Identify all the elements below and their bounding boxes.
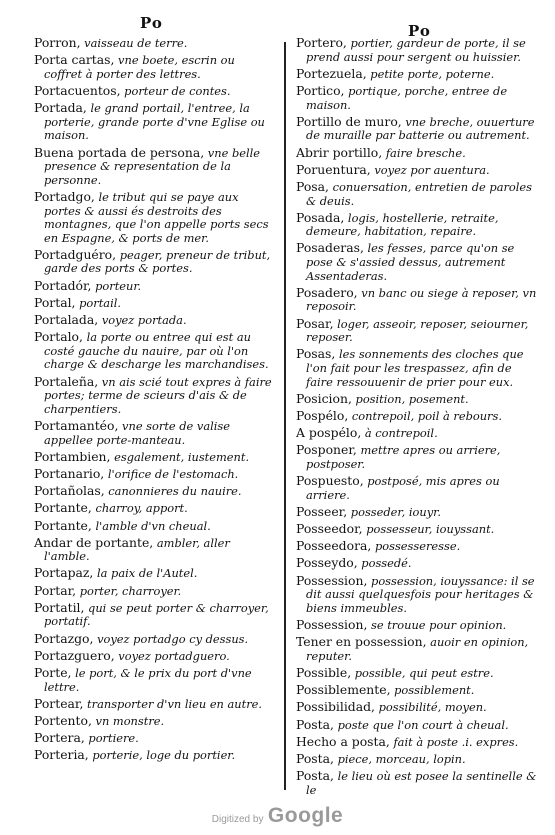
entry-definition: possibilité, moyen. <box>374 700 487 715</box>
entry-definition: possible, qui peut estre. <box>351 666 494 680</box>
entry-headword: Posseer, <box>296 503 348 519</box>
dictionary-entry <box>296 635 540 663</box>
dictionary-entry <box>34 584 272 599</box>
entry-definition: petite porte, poterne. <box>366 66 495 81</box>
dictionary-entry <box>296 163 540 178</box>
entry-definition: poste que l'on court à cheual. <box>333 717 509 732</box>
dictionary-entry <box>34 467 272 482</box>
entry-headword: Portante, <box>34 500 92 516</box>
entry-headword: Abrir portillo, <box>296 144 383 160</box>
entry-headword: Possible, <box>296 665 352 680</box>
dictionary-entry <box>296 683 540 698</box>
dictionary-entry <box>34 601 272 629</box>
entry-definition: mettre apres ou arriere, postposer. <box>306 443 501 471</box>
dictionary-entry <box>296 769 540 797</box>
entry-definition: le tribut qui se paye aux portes & aussi és destroits des montagnes, que l'on appelle ports secs en Espagne, & ports de mer. <box>44 189 269 245</box>
dictionary-entry <box>296 392 540 407</box>
dictionary-entry <box>34 450 272 465</box>
entry-headword: Porteria, <box>34 747 89 763</box>
entry-definition: les fesses, parce qu'on se pose & s'assied dessus, autrement Assentaderas. <box>306 241 515 283</box>
entry-headword: Possibilidad, <box>296 699 375 715</box>
dictionary-entry <box>34 519 272 534</box>
digitization-footer <box>0 804 555 828</box>
dictionary-entry <box>296 180 540 208</box>
dictionary-entry <box>34 632 272 647</box>
entry-headword: Porte, <box>34 665 72 680</box>
dictionary-entry <box>34 501 272 516</box>
dictionary-entry <box>34 146 272 188</box>
entry-definition: porterie, loge du portier. <box>88 748 236 763</box>
entry-headword: Portento, <box>34 712 92 728</box>
entry-headword: Posta, <box>296 768 334 784</box>
entry-definition: peager, preneur de tribut, garde des ports & portes. <box>44 247 271 276</box>
column-divider <box>284 42 286 790</box>
entry-definition: la porte ou entree qui est au costé gauche du nauire, par où l'on charge & descharge les marchandises. <box>44 330 269 372</box>
entry-headword: Portatil, <box>34 599 85 615</box>
dictionary-entry <box>296 241 540 283</box>
entry-definition: vne belle presence & representation de la personne. <box>44 145 261 187</box>
dictionary-entry <box>296 735 540 750</box>
entry-headword: Pospuesto, <box>296 473 364 489</box>
entry-headword: Tener en possession, <box>296 634 427 650</box>
entry-definition: possesseur, iouyssant. <box>362 522 495 537</box>
entry-headword: Posicion, <box>296 390 352 406</box>
entry-definition: porteur. <box>91 278 142 293</box>
dictionary-entry <box>34 296 272 311</box>
entry-definition: porteur de contes. <box>120 83 231 98</box>
entry-definition: portiere. <box>84 731 139 746</box>
dictionary-entry <box>296 36 540 64</box>
entry-headword: Portero, <box>296 35 347 50</box>
entry-definition: vne boete, escrin ou coffret à porter des lettres. <box>44 53 235 81</box>
entry-headword: Portalada, <box>34 312 99 328</box>
dictionary-page <box>34 14 544 804</box>
entry-headword: Portambien, <box>34 448 111 464</box>
entry-definition: conuersation, entretien de paroles & deuis. <box>306 179 533 208</box>
dictionary-entry <box>34 36 272 51</box>
entry-headword: Portante, <box>34 517 92 533</box>
dictionary-entry <box>296 286 540 314</box>
entry-headword: Posta, <box>296 750 334 766</box>
entry-definition: possession, iouyssance: il se dit aussi quelquesfois pour heritages & biens immeubles. <box>306 573 535 615</box>
entry-headword: Portalo, <box>34 329 83 345</box>
entry-definition: canonnieres du nauire. <box>104 484 242 499</box>
dictionary-entry <box>34 419 272 447</box>
dictionary-entry <box>34 84 272 99</box>
dictionary-entry <box>34 248 272 276</box>
entry-definition: voyez por auentura. <box>370 162 490 177</box>
dictionary-entry <box>296 115 540 143</box>
entry-headword: Portadguéro, <box>34 246 117 262</box>
dictionary-entry <box>296 522 540 537</box>
entry-definition: position, posement. <box>351 391 469 406</box>
dictionary-entry <box>296 347 540 389</box>
entry-definition: voyez portadgo cy dessus. <box>93 631 249 646</box>
dictionary-entry <box>34 313 272 328</box>
entry-definition: le grand portail, l'entree, la porterie, grande porte d'vne Eglise ou maison. <box>44 101 265 143</box>
entry-headword: Posadero, <box>296 284 358 300</box>
entry-definition: possedé. <box>357 556 412 571</box>
entry-headword: Posada, <box>296 209 345 225</box>
entry-definition: logis, hostellerie, retraite, demeure, habitation, repaire. <box>306 210 499 239</box>
dictionary-entry <box>34 53 272 81</box>
left-column <box>34 36 272 766</box>
entry-definition: les sonnements des cloches que l'on fait pour les trespassez, afin de faire ressouuenir de prier pour eux. <box>306 347 524 389</box>
dictionary-entry <box>296 409 540 424</box>
dictionary-entry <box>34 536 272 564</box>
entry-headword: Posaderas, <box>296 240 364 256</box>
entry-headword: Porta cartas, <box>34 52 115 68</box>
entry-definition: porter, charroyer. <box>76 583 182 598</box>
entry-definition: le port, & le prix du port d'vne lettre. <box>44 666 252 694</box>
entry-headword: Portillo de muro, <box>296 113 402 129</box>
dictionary-entry <box>296 505 540 520</box>
entry-definition: auoir en opinion, reputer. <box>306 635 529 663</box>
dictionary-entry <box>34 697 272 712</box>
google-logo: Google <box>267 804 344 827</box>
right-column <box>296 36 540 800</box>
entry-headword: Posseydo, <box>296 555 358 571</box>
entry-headword: Portazgo, <box>34 630 94 646</box>
entry-headword: Posponer, <box>296 442 357 458</box>
entry-definition: possiblement. <box>390 683 475 698</box>
entry-definition: posseder, iouyr. <box>347 504 441 519</box>
entry-definition: transporter d'vn lieu en autre. <box>83 696 263 711</box>
entry-headword: Pospélo, <box>296 407 349 423</box>
entry-definition: l'orifice de l'estomach. <box>104 466 239 481</box>
entry-headword: Portañolas, <box>34 483 105 499</box>
dictionary-entry <box>34 731 272 746</box>
entry-headword: Possession, <box>296 572 368 588</box>
entry-definition: piece, morceau, lopin. <box>333 751 466 766</box>
entry-headword: A pospélo, <box>296 425 362 441</box>
entry-definition: portique, porche, entree de maison. <box>306 83 508 112</box>
entry-definition: postposé, mis apres ou arriere. <box>306 474 500 502</box>
entry-headword: Posseedora, <box>296 538 372 554</box>
entry-definition: la paix de l'Autel. <box>93 566 198 581</box>
entry-definition: se trouue pour opinion. <box>367 618 507 633</box>
dictionary-entry <box>296 474 540 502</box>
entry-definition: voyez portadguero. <box>114 648 230 663</box>
entry-headword: Portal, <box>34 294 76 310</box>
entry-definition: à contrepoil. <box>361 426 438 441</box>
entry-definition: vne breche, ouuerture de muraille par batterie ou autrement. <box>306 114 535 143</box>
dictionary-entry <box>296 556 540 571</box>
entry-definition: faire bresche. <box>382 145 466 160</box>
entry-definition: charroy, apport. <box>91 501 188 516</box>
entry-definition: qui se peut porter & charroyer, portatif. <box>44 600 269 629</box>
entry-definition: vn ais scié tout expres à faire portes; terme de scieurs d'ais & de charpentiers. <box>44 374 272 416</box>
dictionary-entry <box>296 317 540 345</box>
entry-headword: Portapaz, <box>34 565 94 581</box>
dictionary-entry <box>296 84 540 112</box>
entry-headword: Portadgo, <box>34 188 95 204</box>
entry-headword: Portadór, <box>34 277 92 293</box>
entry-headword: Portaleña, <box>34 373 99 389</box>
dictionary-entry <box>34 748 272 763</box>
dictionary-entry <box>296 718 540 733</box>
entry-headword: Portacuentos, <box>34 82 121 98</box>
entry-definition: vne sorte de valise appellee porte-manteau. <box>44 418 231 447</box>
dictionary-entry <box>296 67 540 82</box>
entry-definition: portail. <box>75 295 121 310</box>
entry-headword: Portanario, <box>34 465 105 481</box>
dictionary-entry <box>34 714 272 729</box>
dictionary-entry <box>34 649 272 664</box>
entry-headword: Portico, <box>296 82 345 98</box>
entry-headword: Posseedor, <box>296 521 363 537</box>
entry-headword: Andar de portante, <box>34 534 154 550</box>
dictionary-entry <box>296 426 540 441</box>
entry-definition: loger, asseoir, reposer, seiourner, reposer. <box>306 316 529 345</box>
dictionary-entry <box>34 101 272 143</box>
entry-headword: Portezuela, <box>296 65 367 81</box>
entry-headword: Portera, <box>34 730 85 746</box>
entry-headword: Buena portada de persona, <box>34 144 205 160</box>
entry-headword: Possiblemente, <box>296 682 391 698</box>
dictionary-entry <box>34 279 272 294</box>
entry-headword: Posas, <box>296 346 336 362</box>
dictionary-entry <box>296 752 540 767</box>
entry-definition: vn banc ou siege à reposer, vn reposoir. <box>306 285 537 314</box>
entry-definition: contrepoil, poil à rebours. <box>348 408 502 423</box>
entry-definition: le lieu où est posee la sentinelle & le <box>306 769 537 797</box>
entry-definition: vn monstre. <box>91 713 165 728</box>
running-head-left: Po <box>140 14 163 32</box>
dictionary-entry <box>34 666 272 694</box>
entry-headword: Posta, <box>296 716 334 732</box>
entry-definition: esgalement, iustement. <box>110 449 250 464</box>
dictionary-entry <box>34 484 272 499</box>
dictionary-entry <box>34 330 272 372</box>
dictionary-entry <box>296 574 540 616</box>
entry-headword: Poruentura, <box>296 161 371 177</box>
dictionary-entry <box>296 700 540 715</box>
entry-headword: Posar, <box>296 315 334 331</box>
entry-headword: Portear, <box>34 695 84 711</box>
entry-headword: Possession, <box>296 617 368 633</box>
dictionary-entry <box>34 190 272 245</box>
entry-definition: fait à poste .i. expres. <box>389 734 519 749</box>
dictionary-entry <box>34 375 272 417</box>
entry-headword: Hecho a posta, <box>296 733 390 749</box>
entry-headword: Portamantéo, <box>34 417 119 433</box>
entry-definition: voyez portada. <box>98 313 187 328</box>
entry-headword: Portar, <box>34 582 77 598</box>
entry-definition: l'amble d'vn cheual. <box>91 518 211 533</box>
entry-definition: ambler, aller l'amble. <box>44 535 230 564</box>
dictionary-entry <box>296 443 540 471</box>
dictionary-entry <box>296 666 540 681</box>
entry-headword: Posa, <box>296 178 329 194</box>
entry-definition: portier, gardeur de porte, il se prend aussi pour sergent ou huissier. <box>306 36 526 64</box>
entry-headword: Portada, <box>34 100 87 116</box>
running-head-right: Po <box>408 22 431 40</box>
entry-definition: possesseresse. <box>371 539 461 554</box>
entry-definition: vaisseau de terre. <box>80 36 188 50</box>
dictionary-entry <box>34 566 272 581</box>
digitized-by-text: Digitized by <box>211 814 264 825</box>
dictionary-entry <box>296 146 540 161</box>
entry-headword: Porron, <box>34 35 81 50</box>
entry-headword: Portazguero, <box>34 647 115 663</box>
dictionary-entry <box>296 618 540 633</box>
dictionary-entry <box>296 539 540 554</box>
dictionary-entry <box>296 211 540 239</box>
